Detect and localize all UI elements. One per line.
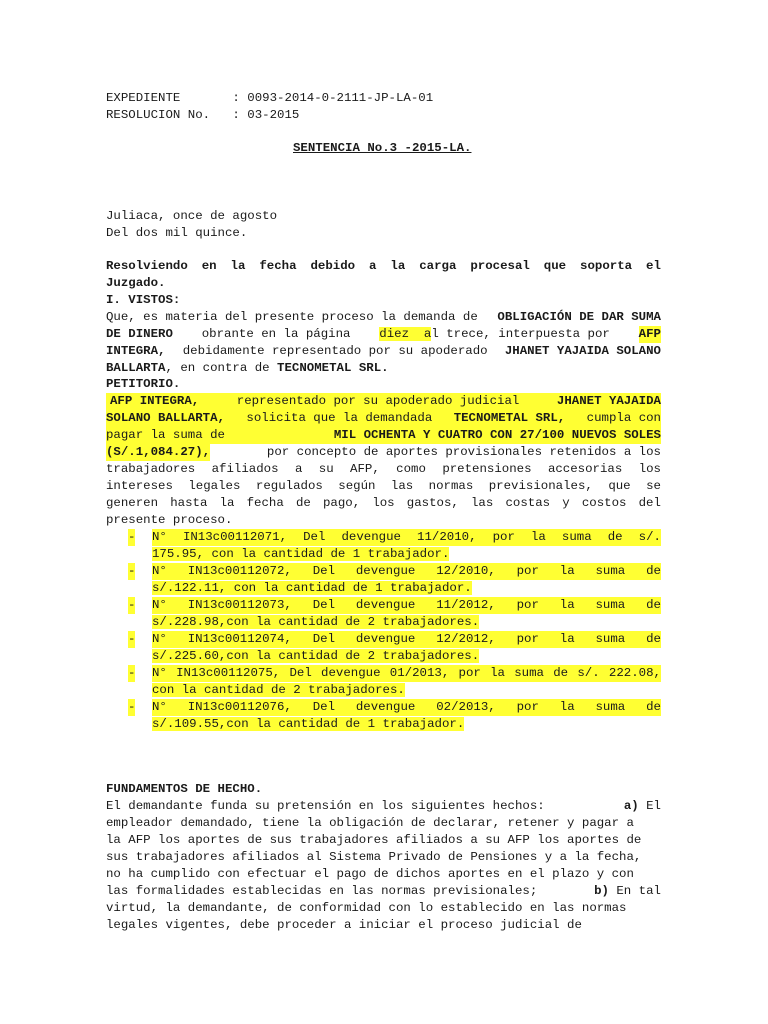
word: suma — [595, 632, 626, 646]
word: N° — [152, 700, 167, 714]
word: según — [338, 479, 376, 493]
word: IN13c00112073, — [187, 598, 292, 612]
word: legales — [188, 479, 241, 493]
word: suma — [514, 666, 544, 680]
text-span: En tal — [616, 884, 661, 898]
word: 11/2010, — [417, 530, 477, 544]
word: costas — [505, 496, 551, 510]
word: intereses — [106, 479, 173, 493]
word: devengue — [321, 666, 381, 680]
word: que — [543, 259, 567, 273]
word: 02/2013, — [436, 700, 496, 714]
bold-span: JHANET YAJAIDA SOLANO — [504, 344, 661, 358]
text-span: , en contra de — [165, 361, 270, 375]
petitorio-line — [106, 410, 661, 427]
text-span — [106, 495, 661, 512]
word: de — [295, 496, 311, 510]
list-item-line-1 — [152, 699, 661, 716]
word: suma — [595, 700, 626, 714]
word: la — [230, 259, 246, 273]
bold-span: AFP INTEGRA, — [110, 394, 200, 408]
word: devengue — [355, 564, 416, 578]
fundamentos-line: legales vigentes, debe proceder a iniciar el proceso judicial de — [106, 918, 582, 932]
word: normas — [428, 479, 474, 493]
list-item-line-2: s/.109.55,con la cantidad de 1 trabajador. — [152, 717, 465, 731]
word: s/. — [577, 666, 600, 680]
word: por — [516, 598, 539, 612]
list-item — [152, 631, 661, 648]
word: los — [372, 496, 395, 510]
bold-span: a) — [623, 799, 639, 813]
word: IN13c00112074, — [187, 632, 292, 646]
resolviendo-text — [106, 258, 661, 275]
bold-span: BALLARTA — [106, 361, 166, 375]
word: Del — [312, 700, 336, 714]
text-span: las formalidades establecidas en las normas previsionales; — [106, 884, 538, 898]
word: en — [201, 259, 217, 273]
bullet-marker: - — [128, 530, 136, 544]
word: suma — [595, 564, 626, 578]
word: 12/2010, — [436, 564, 496, 578]
word: pretensiones — [442, 462, 532, 476]
word: N° — [152, 564, 167, 578]
expediente-line: EXPEDIENTE : 0093-2014-0-2111-JP-LA-01 — [106, 91, 434, 105]
word: devengue — [355, 700, 416, 714]
bullet-marker: - — [128, 666, 136, 680]
list-item — [152, 563, 661, 580]
vistos-line — [106, 309, 661, 326]
word: debido — [310, 259, 356, 273]
word: por — [492, 530, 515, 544]
sentencia-title: SENTENCIA No.3 -2015-LA. — [293, 141, 472, 155]
word: Resolviendo — [106, 259, 188, 273]
text-span: El — [646, 799, 661, 813]
word: que — [608, 479, 631, 493]
petitorio-line — [106, 393, 661, 410]
word: la — [559, 564, 575, 578]
vistos-heading: I. VISTOS: — [106, 293, 181, 307]
word: soporta — [580, 259, 633, 273]
word: de — [646, 700, 661, 714]
word: IN13c00112072, — [187, 564, 292, 578]
bullet-marker: - — [128, 632, 136, 646]
word: la — [490, 666, 505, 680]
text-span: pagar la suma de — [106, 428, 225, 442]
list-item — [152, 529, 661, 546]
text-group — [624, 798, 661, 815]
text-span: cumpla con — [586, 411, 661, 425]
bold-span: OBLIGACIÓN DE DAR SUMA — [497, 310, 661, 324]
bullet-marker: - — [128, 700, 136, 714]
word: s/. — [638, 530, 661, 544]
word: N° — [152, 598, 167, 612]
word: 222.08, — [608, 666, 661, 680]
petitorio-line — [106, 495, 661, 512]
word: las — [390, 479, 414, 493]
word: N° — [152, 632, 167, 646]
list-item-continuation — [152, 614, 661, 631]
fundamentos-line — [106, 798, 661, 815]
word: devengue — [341, 530, 401, 544]
petitorio-heading: PETITORIO. — [106, 377, 181, 391]
fundamentos-line: la AFP los aportes de sus trabajadores afiliados a su AFP los aportes de — [106, 833, 642, 847]
word: los — [638, 462, 661, 476]
word: la — [559, 598, 575, 612]
word: regulados — [255, 479, 323, 493]
text-span: Que, es materia del presente proceso la demanda de — [106, 310, 478, 324]
highlight-span: diez a — [379, 327, 432, 341]
word: generen — [106, 496, 159, 510]
word: afiliados — [211, 462, 279, 476]
word: de — [553, 666, 569, 680]
word: AFP, — [350, 462, 380, 476]
list-item-continuation — [152, 682, 661, 699]
list-item-line-2: s/.228.98,con la cantidad de 2 trabajadores. — [152, 615, 480, 629]
word: IN13c00112075, — [176, 666, 281, 680]
list-item-continuation — [152, 648, 661, 665]
vistos-line — [106, 326, 661, 343]
list-item-line-2: con la cantidad de 2 trabajadores. — [152, 683, 405, 697]
bullet-marker: - — [128, 598, 136, 612]
bold-span: MIL OCHENTA Y CUATRO CON 27/100 NUEVOS SOLES — [333, 428, 661, 442]
place-date-line: Del dos mil quince. — [106, 226, 248, 240]
word: las — [471, 496, 494, 510]
petitorio-line — [106, 444, 661, 461]
word: de — [607, 530, 623, 544]
list-item — [152, 665, 661, 682]
word: procesal — [470, 259, 530, 273]
word: suma — [595, 598, 626, 612]
word: IN13c00112076, — [187, 700, 292, 714]
list-item-continuation — [152, 546, 661, 563]
petitorio-line — [106, 427, 661, 444]
word: de — [646, 632, 661, 646]
text-span: El demandante funda su pretensión en los siguientes hechos: — [106, 799, 545, 813]
word: 01/2013, — [389, 666, 450, 680]
word: la — [559, 632, 575, 646]
word: a — [369, 259, 377, 273]
word: la — [390, 259, 406, 273]
fundamentos-line: no ha cumplido con efectuar el pago de dichos aportes en el plazo y con — [106, 867, 634, 881]
word: pago, — [322, 496, 361, 510]
word: y — [562, 496, 570, 510]
word: como — [396, 462, 426, 476]
bold-span: TECNOMETAL SRL. — [277, 361, 389, 375]
word: Del — [289, 666, 312, 680]
text-span — [106, 461, 661, 478]
word: trabajadores — [106, 462, 196, 476]
word: N° — [152, 530, 167, 544]
fundamentos-heading: FUNDAMENTOS DE HECHO. — [106, 782, 263, 796]
bold-span: INTEGRA, — [106, 344, 166, 358]
place-date-line: Juliaca, once de agosto — [106, 209, 278, 223]
word: accesorias — [547, 462, 623, 476]
bold-span: JHANET YAJAIDA — [556, 394, 661, 408]
resolviendo-line: Juzgado. — [106, 276, 166, 290]
word: 11/2012, — [436, 598, 496, 612]
resolviendo-line — [106, 258, 661, 275]
fundamentos-line: empleador demandado, tiene la obligación de declarar, retener y pagar a — [106, 816, 634, 830]
list-item-continuation — [152, 580, 661, 597]
text-group — [594, 883, 661, 900]
word: por — [516, 700, 539, 714]
list-item-line-1 — [152, 665, 661, 682]
vistos-line — [106, 343, 661, 360]
list-item — [152, 597, 661, 614]
resolucion-line: RESOLUCION No. : 03-2015 — [106, 108, 300, 122]
list-item-line-1 — [152, 529, 661, 546]
word: Del — [312, 598, 336, 612]
word: fecha — [246, 496, 284, 510]
word: gastos, — [406, 496, 459, 510]
bold-span: DE DINERO — [106, 327, 173, 341]
petitorio-line: presente proceso. — [106, 513, 233, 527]
list-item-line-2: 175.95, con la cantidad de 1 trabajador. — [152, 547, 450, 561]
word: Del — [312, 564, 336, 578]
word: de — [646, 598, 661, 612]
text-span: representado por su apoderado judicial — [236, 394, 520, 408]
word: 12/2012, — [436, 632, 496, 646]
word: previsionales, — [488, 479, 593, 493]
petitorio-line — [106, 478, 661, 495]
word: N° — [152, 666, 167, 680]
word: fecha — [259, 259, 297, 273]
word: la — [530, 530, 546, 544]
list-item-line-1 — [152, 631, 661, 648]
word: su — [318, 462, 334, 476]
word: Del — [312, 632, 336, 646]
word: el — [646, 259, 661, 273]
vistos-line — [106, 360, 661, 377]
text-span: obrante en la página — [201, 327, 351, 341]
word: carga — [419, 259, 457, 273]
text-span — [106, 478, 661, 495]
bold-span: TECNOMETAL SRL, — [453, 411, 566, 425]
word: Del — [303, 530, 326, 544]
word: por — [516, 564, 539, 578]
word: a — [294, 462, 303, 476]
list-item-line-2: s/.225.60,con la cantidad de 2 trabajadores. — [152, 649, 480, 663]
fundamentos-line: sus trabajadores afiliados al Sistema Privado de Pensiones y a la fecha, — [106, 850, 642, 864]
word: devengue — [355, 632, 416, 646]
list-item-continuation — [152, 716, 661, 733]
word: la — [559, 700, 575, 714]
bold-highlight-span: (S/.1,084.27), — [106, 445, 211, 459]
fundamentos-line — [106, 883, 661, 900]
text-span: por concepto de aportes provisionales retenidos a los — [266, 445, 661, 459]
bullet-marker: - — [128, 564, 136, 578]
word: de — [646, 564, 661, 578]
list-item-line-1 — [152, 563, 661, 580]
text-span: solicita que la demandada — [246, 411, 433, 425]
list-item-line-2: s/.122.11, con la cantidad de 1 trabajador. — [152, 581, 472, 595]
highlight-group — [379, 326, 610, 343]
word: se — [646, 479, 661, 493]
word: suma — [561, 530, 592, 544]
text-span: l trece, interpuesta por — [431, 327, 610, 341]
bold-span: SOLANO BALLARTA, — [106, 411, 225, 425]
list-item — [152, 699, 661, 716]
bold-highlight-span: AFP — [638, 327, 661, 341]
word: la — [219, 496, 235, 510]
text-span: debidamente representado por su apoderado — [182, 344, 488, 358]
word: hasta — [170, 496, 208, 510]
word: del — [638, 496, 661, 510]
word: devengue — [355, 598, 416, 612]
word: IN13c00112071, — [182, 530, 288, 544]
word: por — [516, 632, 539, 646]
word: costos — [581, 496, 627, 510]
petitorio-line — [106, 461, 661, 478]
fundamentos-line: virtud, la demandante, de conformidad con lo establecido en las normas — [106, 901, 627, 915]
word: por — [458, 666, 481, 680]
list-item-line-1 — [152, 597, 661, 614]
bold-span: b) — [594, 884, 609, 898]
